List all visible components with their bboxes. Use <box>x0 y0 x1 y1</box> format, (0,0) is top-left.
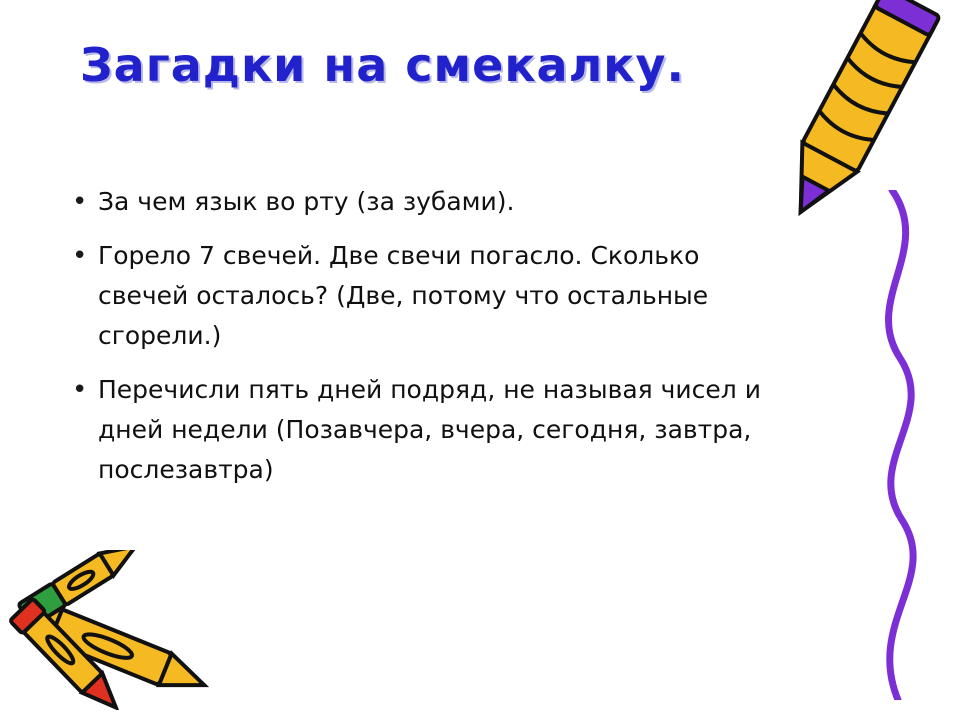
list-item-text: Горело 7 свечей. Две свечи погасло. Сколько свечей осталось? (Две, потому что остальные сгорели.) <box>98 241 709 350</box>
crayon-bottom-left-group-icon <box>0 550 220 710</box>
list-item <box>72 236 772 356</box>
bullet-marker-icon: • <box>72 241 88 271</box>
bullet-marker-icon: • <box>72 375 88 405</box>
crayon-top-right-icon <box>760 0 950 234</box>
list-item <box>72 182 772 222</box>
page-title: Загадки на смекалку. <box>80 38 685 92</box>
list-item <box>72 370 772 490</box>
list-item-text: Перечисли пять дней подряд, не называя чисел и дней недели (Позавчера, вчера, сегодня, завтра, послезавтра) <box>98 375 761 484</box>
bullet-marker-icon: • <box>72 187 88 217</box>
purple-wavy-line-icon <box>852 190 942 700</box>
list-item-text: За чем язык во рту (за зубами). <box>98 187 515 216</box>
bullet-list <box>72 182 772 504</box>
